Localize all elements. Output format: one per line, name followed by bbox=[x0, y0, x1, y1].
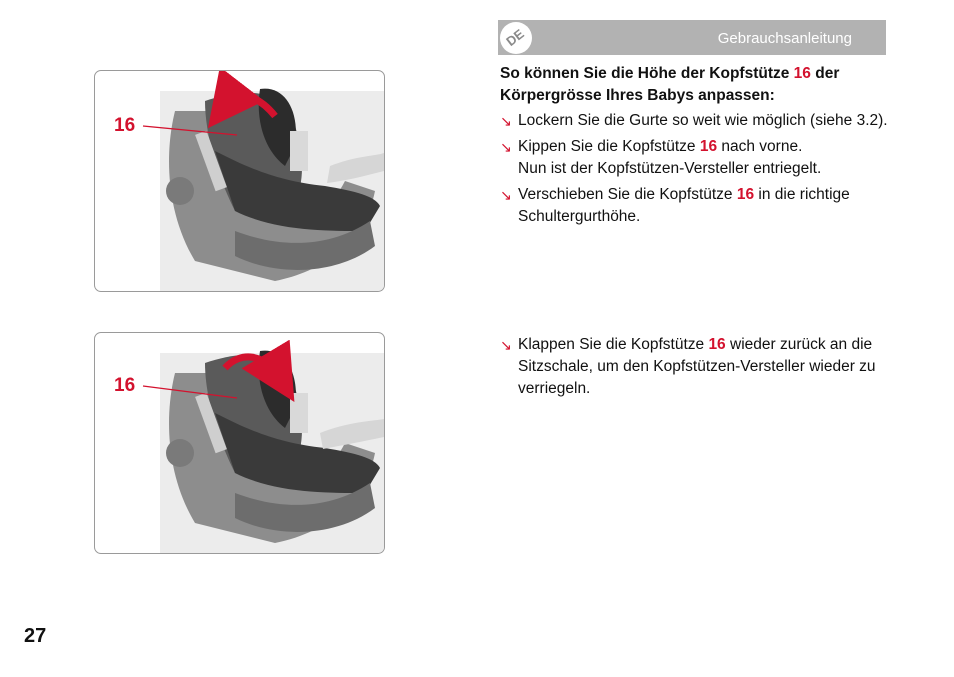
page-number: 27 bbox=[24, 625, 47, 647]
step-list bbox=[500, 110, 890, 232]
step-text: Lockern Sie die Gurte so weit wie möglich (siehe 3.2). bbox=[518, 112, 888, 129]
car-seat-illustration bbox=[95, 71, 384, 291]
step-text-end: wieder zurück an die Sitzschale, um den Kopfstützen-Versteller wieder zu verriegeln. bbox=[518, 336, 876, 397]
figure-fold-back-headrest bbox=[94, 332, 385, 554]
list-item bbox=[500, 184, 890, 228]
header-title: Gebrauchsanleitung bbox=[717, 30, 852, 47]
step-list-b bbox=[500, 334, 890, 400]
figure-callout-16: 16 bbox=[114, 375, 136, 396]
arrow-bullet-icon: ↘ bbox=[500, 337, 512, 353]
header-bar bbox=[498, 20, 886, 55]
arrow-bullet-icon: ↘ bbox=[500, 139, 512, 155]
step-text: Klappen Sie die Kopfstütze bbox=[518, 336, 709, 353]
figure-callout-16: 16 bbox=[114, 115, 136, 136]
language-badge-label: DE bbox=[503, 26, 527, 49]
heading-text-end: der Körpergrösse Ihres Babys anpassen: bbox=[500, 65, 840, 104]
step-text-end: nach vorne. bbox=[717, 138, 803, 155]
car-seat-illustration-2 bbox=[95, 333, 384, 553]
step-text: Kippen Sie die Kopfstütze bbox=[518, 138, 700, 155]
arrow-bullet-icon: ↘ bbox=[500, 113, 512, 129]
step-ref-number: 16 bbox=[708, 336, 726, 353]
heading-text: So können Sie die Höhe der Kopfstütze bbox=[500, 65, 794, 82]
figure-tilt-headrest bbox=[94, 70, 385, 292]
step-text: Verschieben Sie die Kopfstütze bbox=[518, 186, 737, 203]
language-badge bbox=[500, 22, 532, 54]
arrow-bullet-icon: ↘ bbox=[500, 187, 512, 203]
step-ref-number: 16 bbox=[736, 186, 755, 203]
list-item bbox=[500, 110, 890, 132]
step-text-end: in die richtige Schultergurthöhe. bbox=[518, 186, 850, 225]
step-note: Nun ist der Kopfstützen-Versteller entriegelt. bbox=[518, 160, 822, 177]
heading-ref-number: 16 bbox=[793, 65, 811, 82]
list-item bbox=[500, 334, 890, 400]
section-heading bbox=[500, 63, 890, 107]
list-item bbox=[500, 136, 890, 180]
step-ref-number: 16 bbox=[699, 138, 718, 155]
